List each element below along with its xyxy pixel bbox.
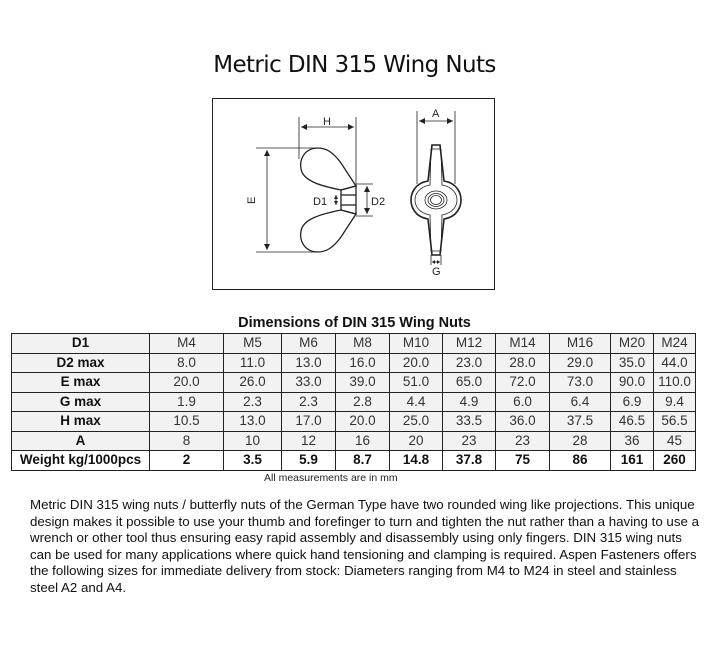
table-cell: 16: [336, 431, 390, 451]
table-cell: 72.0: [496, 373, 550, 393]
table-cell: 46.5: [611, 412, 654, 432]
row-label: D2 max: [12, 353, 150, 373]
table-cell: 260: [654, 451, 696, 471]
table-cell: 8.7: [336, 451, 390, 471]
table-cell: 20.0: [390, 353, 443, 373]
table-cell: 26.0: [224, 373, 282, 393]
table-cell: 37.8: [443, 451, 496, 471]
table-cell: 17.0: [282, 412, 336, 432]
table-cell: 33.5: [443, 412, 496, 432]
table-cell: 4.9: [443, 392, 496, 412]
table-cell: 37.5: [550, 412, 611, 432]
table-cell: 20: [390, 431, 443, 451]
table-cell: 44.0: [654, 353, 696, 373]
table-cell: 28: [550, 431, 611, 451]
label-h: H: [323, 116, 331, 128]
table-cell: 2.8: [336, 392, 390, 412]
table-cell: 6.4: [550, 392, 611, 412]
table-cell: 86: [550, 451, 611, 471]
header-size: M14: [496, 334, 550, 354]
header-size: M4: [150, 334, 224, 354]
table-row-weight: [12, 451, 696, 471]
table-cell: 12: [282, 431, 336, 451]
header-size: M20: [611, 334, 654, 354]
row-label: G max: [12, 392, 150, 412]
table-cell: 2: [150, 451, 224, 471]
table-cell: 45: [654, 431, 696, 451]
table-cell: 5.9: [282, 451, 336, 471]
table-row: [12, 353, 696, 373]
table-cell: 33.0: [282, 373, 336, 393]
table-cell: 13.0: [224, 412, 282, 432]
table-row: [12, 392, 696, 412]
table-row: [12, 431, 696, 451]
table-cell: 4.4: [390, 392, 443, 412]
table-cell: 23: [443, 431, 496, 451]
label-d1: D1: [313, 196, 328, 208]
description-paragraph: Metric DIN 315 wing nuts / butterfly nuts of the German Type have two rounded wing like projections. This unique design makes it possible to use your thumb and forefinger to turn and tighten the nut rather than a having to use a wrench or other tool thus ensuring easy rapid assembly and disassembly using only fingers. DIN 315 wing nuts can be used for many applications where quick hand tensioning and clamping is required. Aspen Fasteners offers the following sizes for immediate delivery from stock: Diameters ranging from M4 to M24 in steel and stainless steel A2 and A4.: [30, 497, 699, 595]
row-label: H max: [12, 412, 150, 432]
table-cell: 14.8: [390, 451, 443, 471]
table-row: [12, 373, 696, 393]
table-cell: 23.0: [443, 353, 496, 373]
table-header-row: [12, 334, 696, 354]
table-cell: 1.9: [150, 392, 224, 412]
table-cell: 3.5: [224, 451, 282, 471]
label-a: A: [432, 108, 440, 120]
header-label: D1: [12, 334, 150, 354]
header-size: M8: [336, 334, 390, 354]
label-d2: D2: [371, 196, 386, 208]
table-cell: 13.0: [282, 353, 336, 373]
table-cell: 161: [611, 451, 654, 471]
table-cell: 8.0: [150, 353, 224, 373]
row-label: E max: [12, 373, 150, 393]
header-size: M6: [282, 334, 336, 354]
table-cell: 2.3: [224, 392, 282, 412]
table-cell: 20.0: [336, 412, 390, 432]
table-cell: 6.9: [611, 392, 654, 412]
table-row: [12, 412, 696, 432]
label-e: E: [246, 196, 258, 204]
header-size: M5: [224, 334, 282, 354]
table-cell: 11.0: [224, 353, 282, 373]
table-cell: 110.0: [654, 373, 696, 393]
header-size: M10: [390, 334, 443, 354]
table-cell: 39.0: [336, 373, 390, 393]
table-cell: 36.0: [496, 412, 550, 432]
table-cell: 20.0: [150, 373, 224, 393]
table-cell: 90.0: [611, 373, 654, 393]
page-title: Metric DIN 315 Wing Nuts: [213, 52, 496, 78]
table-cell: 35.0: [611, 353, 654, 373]
table-cell: 28.0: [496, 353, 550, 373]
table-cell: 75: [496, 451, 550, 471]
table-cell: 36: [611, 431, 654, 451]
header-size: M16: [550, 334, 611, 354]
wing-nut-drawing: [213, 99, 496, 291]
table-cell: 65.0: [443, 373, 496, 393]
table-cell: 25.0: [390, 412, 443, 432]
row-label: A: [12, 431, 150, 451]
table-cell: 56.5: [654, 412, 696, 432]
wing-nut-diagram: [212, 98, 495, 290]
header-size: M12: [443, 334, 496, 354]
table-cell: 23: [496, 431, 550, 451]
table-cell: 73.0: [550, 373, 611, 393]
header-size: M24: [654, 334, 696, 354]
table-cell: 29.0: [550, 353, 611, 373]
table-cell: 10.5: [150, 412, 224, 432]
table-cell: 51.0: [390, 373, 443, 393]
dimensions-table: [11, 333, 696, 471]
table-cell: 9.4: [654, 392, 696, 412]
table-cell: 10: [224, 431, 282, 451]
table-caption: Dimensions of DIN 315 Wing Nuts: [238, 315, 471, 331]
measurement-footnote: All measurements are in mm: [264, 472, 398, 484]
table-cell: 2.3: [282, 392, 336, 412]
row-label: Weight kg/1000pcs: [12, 451, 150, 471]
table-cell: 6.0: [496, 392, 550, 412]
label-g: G: [432, 266, 441, 278]
table-cell: 16.0: [336, 353, 390, 373]
table-cell: 8: [150, 431, 224, 451]
